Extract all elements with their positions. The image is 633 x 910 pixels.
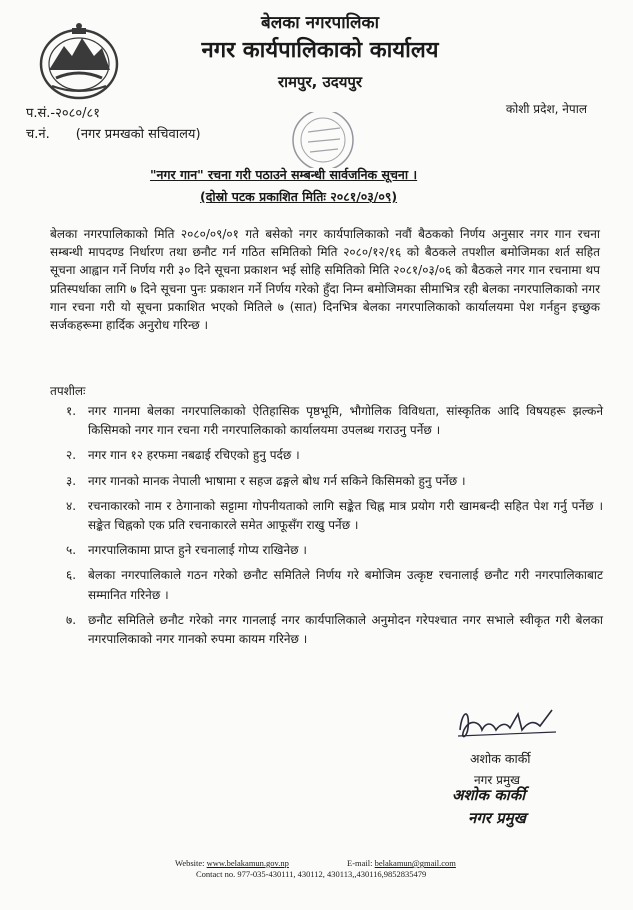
- details-heading: तपशीलः: [50, 384, 86, 398]
- list-item: [58, 472, 603, 491]
- footer-contact: Contact no. 977-035-430111, 430112, 430113,,430116,9852835479: [196, 869, 427, 879]
- item-text: रचनाकारको नाम र ठेगानाको सट्टामा गोपनीयताको लागि सङ्केत चिह्न मात्र प्रयोग गरी खामबन्दी सहित पेश गर्नु पर्नेछ । सङ्केत चिह्नको एक प्रति रचनाकारले समेत आफूसँग राखु पर्नेछ ।: [88, 498, 603, 533]
- list-item: [58, 541, 603, 560]
- item-number: ६.: [66, 568, 77, 583]
- role-stamp: नगर प्रमुख: [468, 809, 526, 827]
- item-text: नगर गानमा बेलका नगरपालिकाको ऐतिहासिक पृष्ठभूमि, भौगोलिक विविधता, सांस्कृतिक आदि विषयहरू झल्कने किसिमको नगर गान रचना गरी नगरपालिकाको कार्यालयमा उपलब्ध गराउनु पर्नेछ ।: [88, 404, 603, 438]
- item-text: नगर गान १२ हरफमा नबढाई रचिएको हुनु पर्दछ ।: [88, 448, 300, 463]
- item-text: बेलका नगरपालिकाले गठन गरेको छनौट समितिले निर्णय गरे बमोजिम उत्कृष्ट रचनालाई छनौट गरी नगरपालिकाबाट सम्मानित गरिनेछ ।: [88, 568, 603, 602]
- item-text: नगर गानको मानक नेपाली भाषामा र सहज ढङ्गले बोध गर्न सकिने किसिमको हुनु पर्नेछ ।: [88, 473, 466, 488]
- list-item: [58, 566, 603, 604]
- item-number: ७.: [66, 612, 77, 627]
- signer-name: अशोक कार्की: [470, 751, 531, 766]
- list-item: [58, 402, 603, 440]
- item-number: ४.: [66, 498, 77, 513]
- item-number: ५.: [66, 543, 77, 558]
- item-text: नगरपालिकामा प्राप्त हुने रचनालाई गोप्य राखिनेछ ।: [88, 543, 307, 558]
- name-stamp: अशोक कार्की: [452, 786, 526, 804]
- email-label: E-mail:: [347, 858, 373, 868]
- email-link[interactable]: belakamun@gmail.com: [374, 858, 456, 868]
- list-item: [58, 497, 603, 535]
- dispatch-line: [26, 124, 201, 142]
- item-number: २.: [66, 448, 77, 463]
- publication-date: (दोस्रो पटक प्रकाशित मितिः २०८१/०३/०९): [200, 189, 398, 204]
- province-label: कोशी प्रदेश, नेपाल: [505, 102, 587, 116]
- website-link[interactable]: www.belakamun.gov.np: [206, 858, 289, 868]
- list-item: [58, 446, 603, 465]
- item-text: छनौट समितिले छनौट गरेको नगर गानलाई नगर कार्यपालिकाले अनुमोदन गरेपश्चात नगर सभाले स्वीकृत गरी बेलका नगरपालिकाको नगर गानको रुपमा कायम गरिनेछ ।: [88, 612, 603, 647]
- item-number: ३.: [66, 473, 77, 488]
- office-stamp-icon: [268, 112, 378, 168]
- municipality-name: बेलका नगरपालिका: [260, 13, 380, 33]
- item-number: १.: [66, 404, 77, 418]
- department-name: (नगर प्रमखको सचिवालय): [75, 127, 201, 142]
- conditions-list: [58, 402, 603, 655]
- government-emblem-icon: [36, 22, 122, 102]
- website-label: Website:: [175, 858, 205, 868]
- notice-title: "नगर गान" रचना गरी पठाउने सम्बन्धी सार्वजनिक सूचना ।: [150, 167, 418, 182]
- dispatch-label: च.नं.: [26, 127, 50, 142]
- list-item: [58, 611, 603, 649]
- office-address: रामपुर, उदयपुर: [277, 73, 363, 91]
- footer-web-line: [175, 858, 456, 868]
- office-name: नगर कार्यपालिकाको कार्यालय: [201, 38, 439, 63]
- notice-body: बेलका नगरपालिकाको मिति २०८०/०९/०१ गते बसेको नगर कार्यपालिकाको नवौं बैठकको निर्णय अनुसार नगर गान रचना सम्बन्धी मापदण्ड निर्धारण तथा छनौट गर्न गठित समितिको मिति २०८०/१२/१६ को बैठकले तपशील बमोजिमका शर्त सहित सूचना आह्वान गर्ने निर्णय गरी ३० दिने सूचना प्रकाशन भई सोहि समितिको मिति २०८१/०३/०६ को बैठकले नगर गान रचनामा थप प्रतिस्पर्धाका लागि ७ दिने सूचना पुनः प्रकाशन गर्ने निर्णय गरेको हुँदा निम्न बमोजिमका सीमाभित्र रही बेलका नगरपालिकाको नगर गान रचना गरी यो सूचना प्रकाशित भएको मितिले ७ (सात) दिनभित्र बेलका नगरपालिकाको कार्यालयमा पेश गर्नहुन इच्छुक सर्जकहरूमा हार्दिक अनुरोध गरिन्छ ।: [50, 227, 600, 333]
- handwritten-signature-icon: [452, 700, 562, 746]
- reference-number: प.सं.-२०८०/८१: [26, 106, 101, 121]
- signer-role: नगर प्रमुख: [474, 773, 520, 787]
